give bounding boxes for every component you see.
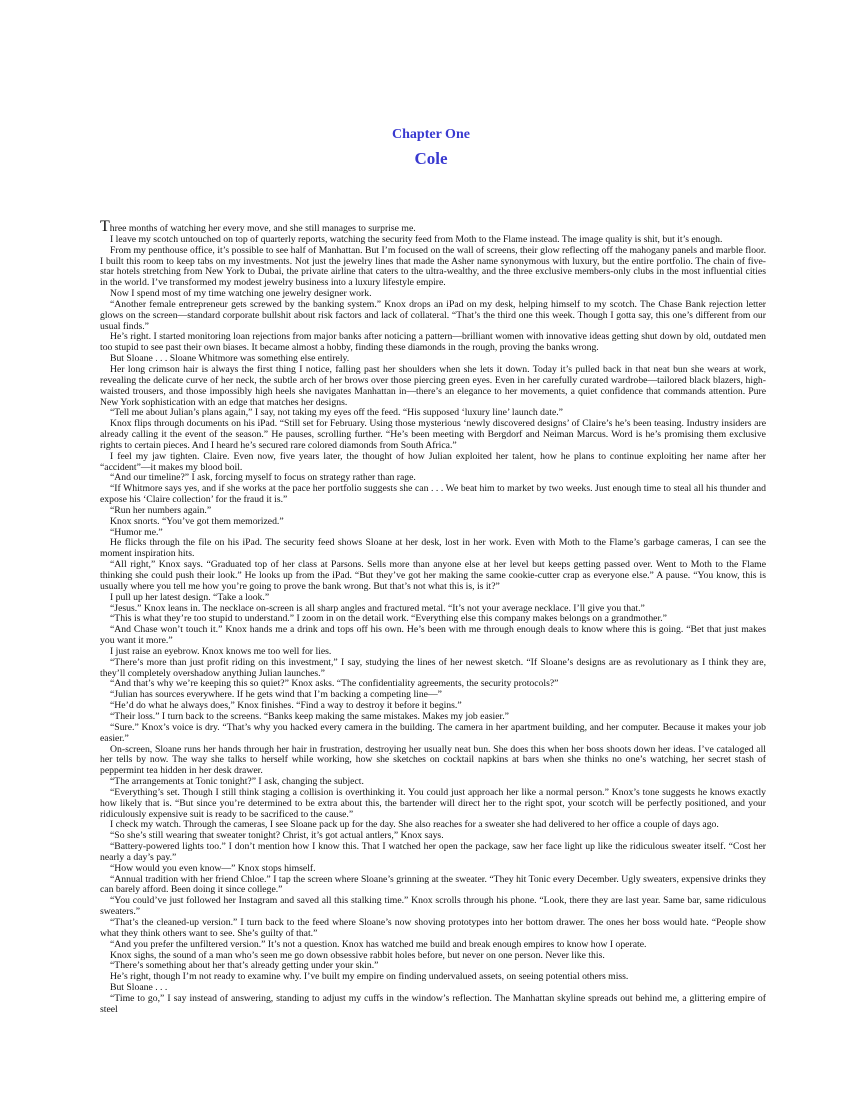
paragraph: “Run her numbers again.” xyxy=(110,504,212,516)
paragraph: “And that’s why we’re keeping this so quiet?” Knox asks. “The confidentiality agreements, the security protocols?” xyxy=(110,678,559,690)
paragraph: On-screen, Sloane runs her hands through her hair in frustration, destroying her usually neat bun. She does this when her boss shoots down her ideas. I’ve cataloged all her tells by now. The way she talks to herself while working, how she sketches on cocktail napkins at bars when she thinks no one’s watching, her secret stash of peppermint tea hidden in her desk drawer. xyxy=(100,743,766,777)
paragraph: But Sloane . . . xyxy=(110,982,168,994)
opening-paragraph xyxy=(100,218,766,235)
opening-text: hree months of watching her every move, and she still manages to surprise me. xyxy=(109,223,416,234)
paragraph: He’s right, though I’m not ready to examine why. I’ve built my empire on finding undervalued assets, on seeing potential others miss. xyxy=(110,971,629,983)
paragraph: He’s right. I started monitoring loan rejections from major banks after noticing a pattern—brilliant women with innovative ideas getting shut down by old, outdated men too stupid to see past their own biases. It became almost a hobby, finding these diamonds in the rough, proving the banks wrong. xyxy=(100,331,766,354)
chapter-body xyxy=(100,218,766,1016)
paragraph: I pull up her latest design. “Take a look.” xyxy=(110,591,270,603)
paragraph: I feel my jaw tighten. Claire. Even now, five years later, the thought of how Julian exploited her talent, how he plans to continue exploiting her name after her “accident”—it makes my blood boil. xyxy=(100,450,766,473)
paragraph: “Annual tradition with her friend Chloe.” I tap the screen where Sloane’s grinning at the sweater. “They hit Tonic every December. Ugly sweaters, expensive drinks they can barely afford. Been doing it since college.” xyxy=(100,873,766,896)
chapter-number: Chapter One xyxy=(392,127,470,142)
drop-cap: T xyxy=(100,218,110,235)
paragraph: Her long crimson hair is always the first thing I notice, falling past her shoulders when she lets it down. Today it’s pulled back in that neat bun she wears at work, revealing the delicate curve of her neck, the subtle arch of her brows over those piercing green eyes. Even in her carefully curated wardrobe—tailored black blazers, high-waisted trousers, and those impossibly high heels she navigates Manhattan in—there’s an elegance to her movements, a quiet confidence that commands attention. Pure New York sophistication with an edge that matches her designs. xyxy=(100,363,766,408)
paragraph: “There’s something about her that’s already getting under your skin.” xyxy=(110,960,379,972)
paragraph: “And you prefer the unfiltered version.” It’s not a question. Knox has watched me build and break enough empires to know how I operate. xyxy=(110,938,647,950)
paragraph: “Time to go,” I say instead of answering, standing to adjust my cuffs in the window’s reflection. The Manhattan skyline spreads out behind me, a glittering empire of steel xyxy=(100,992,766,1015)
paragraph: “Another female entrepreneur gets screwed by the banking system.” Knox drops an iPad on my desk, helping himself to my scotch. The Chase Bank rejection letter glows on the screen—standard corporate bullshit about risk factors and lack of collateral. “That’s the third one this week. Though I gotta say, this one’s different from our usual finds.” xyxy=(100,298,766,332)
paragraph: “Humor me.” xyxy=(110,526,163,538)
paragraph: “Everything’s set. Though I still think staging a collision is overthinking it. You could just approach her like a normal person.” Knox’s tone suggests he knows exactly how likely that is. “But since you’re determined to be extra about this, the bartender will direct her to the right spot, your scotch will be perfectly positioned, and your ridiculously expensive suit is ready to be sacrificed to the cause.” xyxy=(100,786,766,820)
paragraph: “Tell me about Julian’s plans again,” I say, not taking my eyes off the feed. “His supposed ‘luxury line’ launch date.” xyxy=(110,407,563,419)
paragraph: “Julian has sources everywhere. If he gets wind that I’m backing a competing line—” xyxy=(110,689,442,701)
paragraph: I just raise an eyebrow. Knox knows me too well for lies. xyxy=(110,645,332,657)
paragraph: Knox sighs, the sound of a man who’s seen me go down obsessive rabbit holes before, but never on one person. Never like this. xyxy=(110,949,605,961)
chapter-title: Cole xyxy=(414,149,448,168)
paragraph: “The arrangements at Tonic tonight?” I ask, changing the subject. xyxy=(110,776,364,788)
paragraph: “And our timeline?” I ask, forcing myself to focus on strategy rather than rage. xyxy=(110,472,416,484)
paragraph: “Battery-powered lights too.” I don’t mention how I know this. That I watched her open the package, saw her face light up like the ridiculous sweater itself. “Cost her nearly a day’s pay.” xyxy=(100,841,766,863)
paragraph: He flicks through the file on his iPad. The security feed shows Sloane at her desk, lost in her work. Even with Moth to the Flame’s garbage cameras, I can see the moment inspiration hits. xyxy=(100,537,766,560)
paragraph: “And Chase won’t touch it.” Knox hands me a drink and tops off his own. He’s been with me through enough deals to know where this is going. “Bet that just makes you want it more.” xyxy=(100,624,766,647)
paragraph: “You could’ve just followed her Instagram and saved all this stalking time.” Knox scrolls through his phone. “Look, there they are last year. Same bar, same ridiculous sweaters.” xyxy=(100,895,766,918)
paragraph: “Sure.” Knox’s voice is dry. “That’s why you hacked every camera in the building. The camera in her apartment building, and her computer. Because it makes your job easier.” xyxy=(100,721,766,744)
paragraph: But Sloane . . . Sloane Whitmore was something else entirely. xyxy=(110,353,350,365)
paragraph: Knox snorts. “You’ve got them memorized.” xyxy=(110,515,284,527)
paragraph: I leave my scotch untouched on top of quarterly reports, watching the security feed from Moth to the Flame instead. The image quality is shit, but it’s enough. xyxy=(110,233,723,245)
paragraph: “He’d do what he always does,” Knox finishes. “Find a way to destroy it before it begins.” xyxy=(110,700,462,712)
paragraph: “All right,” Knox says. “Graduated top of her class at Parsons. Sells more than anyone else at her level but keeps getting passed over. Went to Moth to the Flame thinking she could push their look.” He looks up from the iPad. “But they’ve got her making the same cookie-cutter crap as everyone else.” A pause. “You know, this is usually where you tell me how you’re going to prove the bank wrong. But that’s not what this is, is it?” xyxy=(100,559,766,592)
paragraph: “How would you even know—” Knox stops himself. xyxy=(110,862,316,874)
paragraph: “There’s more than just profit riding on this investment,” I say, studying the lines of her newest sketch. “If Sloane’s designs are as revolutionary as I think they are, they’ll completely overshadow anything Julian launches.” xyxy=(100,656,766,679)
paragraph: “Jesus.” Knox leans in. The necklace on-screen is all sharp angles and fractured metal. “It’s not your average necklace. I’ll give you that.” xyxy=(110,602,645,614)
paragraph: From my penthouse office, it’s possible to see half of Manhattan. But I’m focused on the wall of screens, their glow reflecting off the mahogany panels and marble floor. I built this room to keep tabs on my investments. Not just the jewelry lines that made the Asher name synonymous with luxury, but the entire portfolio. The chain of five-star hotels stretching from New York to Dubai, the private airline that caters to the ultra-wealthy, and the three exclusive members-only clubs in the most influential cities in the world. I’ve transformed my modest jewelry business into a luxury lifestyle empire. xyxy=(100,244,766,289)
paragraph: “So she’s still wearing that sweater tonight? Christ, it’s got actual antlers,” Knox says. xyxy=(110,830,444,842)
paragraph: I check my watch. Through the cameras, I see Sloane pack up for the day. She also reaches for a sweater she had delivered to her office a couple of days ago. xyxy=(110,819,719,831)
chapter-header xyxy=(0,126,862,170)
paragraph: Knox flips through documents on his iPad. “Still set for February. Using those mysterious ‘newly discovered designs’ of Claire’s he’s been teasing. Industry insiders are already calling it the event of the season.” He pauses, scrolling further. “He’s been meeting with Bergdorf and Neiman Marcus. Word is he’s promising them exclusive rights to certain pieces. And I heard he’s secured rare colored diamonds from South Africa.” xyxy=(100,418,766,451)
paragraph: “That’s the cleaned-up version.” I turn back to the feed where Sloane’s now shoving prototypes into her bottom drawer. The ones her boss would hate. “People show what they think others want to see. She’s guilty of that.” xyxy=(100,917,766,939)
paragraph: Now I spend most of my time watching one jewelry designer work. xyxy=(110,288,372,300)
paragraph: “If Whitmore says yes, and if she works at the pace her portfolio suggests she can . . . We beat him to market by two weeks. Just enough time to steal all his thunder and expose his ‘Claire collection’ for the fraud it is.” xyxy=(100,483,766,506)
paragraph: “This is what they’re too stupid to understand.” I zoom in on the detail work. “Everything else this company makes belongs on a grandmother.” xyxy=(110,613,667,625)
paragraph: “Their loss.” I turn back to the screens. “Banks keep making the same mistakes. Makes my job easier.” xyxy=(110,710,509,722)
